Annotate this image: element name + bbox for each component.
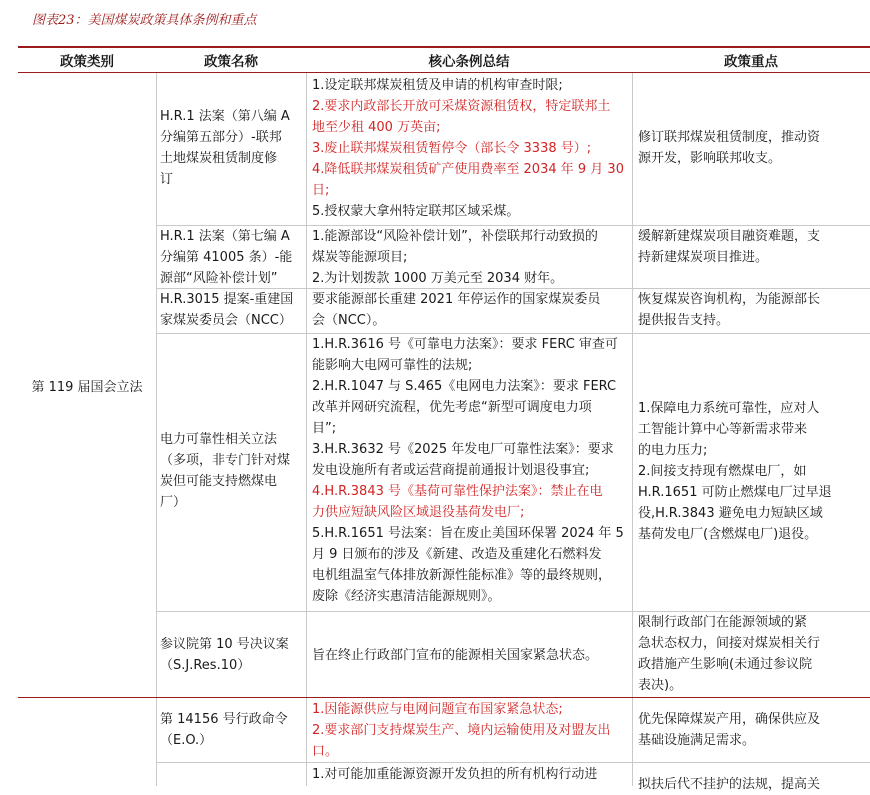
policy-name-line: 第 14156 号行政命令 xyxy=(160,712,288,727)
focus-line: 基础设施满足需求。 xyxy=(638,733,756,748)
summary-line: 目”; xyxy=(312,421,337,436)
focus-line: 工智能计算中心等新需求带来 xyxy=(638,422,808,437)
policy-name-cell xyxy=(160,106,302,190)
summary-line: 3.H.R.3632 号《2025 年发电厂可靠性法案》：要求 xyxy=(312,442,614,457)
focus-line: 急状态权力，间接对煤炭相关行 xyxy=(638,636,821,651)
summary-line: 1.H.R.3616 号《可靠电力法案》：要求 FERC 审查可 xyxy=(312,337,618,352)
header-policy-name: 政策名称 xyxy=(204,54,258,70)
policy-name-line: H.R.1 法案（第七编 A xyxy=(160,229,290,244)
summary-cell xyxy=(312,699,630,762)
header-core-summary: 核心条例总结 xyxy=(428,54,510,70)
policy-name-cell xyxy=(160,429,302,513)
summary-line: 3.废止联邦煤炭租赁暂停令（部长令 3338 号）; xyxy=(312,141,592,156)
focus-line: 的电力压力; xyxy=(638,443,708,458)
focus-cell xyxy=(638,226,868,268)
summary-cell xyxy=(312,75,630,222)
focus-cell xyxy=(638,289,868,331)
column-divider xyxy=(156,73,157,786)
summary-cell xyxy=(312,226,630,289)
policy-name-line: 土地煤炭租赁制度修 xyxy=(160,151,278,166)
focus-line: 修订联邦煤炭租赁制度，推动资 xyxy=(638,130,821,145)
summary-line: 地至少租 400 万英亩; xyxy=(312,120,441,135)
focus-line: H.R.1651 可防止燃煤电厂过早退 xyxy=(638,485,832,500)
summary-line: 能影响大电网可靠性的法规; xyxy=(312,358,473,373)
policy-name-line: 家煤炭委员会（NCC） xyxy=(160,313,292,328)
focus-cell xyxy=(638,127,868,169)
summary-cell xyxy=(312,764,630,785)
focus-cell xyxy=(638,612,868,696)
summary-line: 1.能源部设“风险补偿计划”，补偿联邦行动致损的 xyxy=(312,229,598,244)
focus-cell xyxy=(638,398,868,545)
summary-line: 旨在终止行政部门宣布的能源相关国家紧急状态。 xyxy=(312,648,599,663)
policy-name-cell xyxy=(160,226,302,289)
policy-name-cell xyxy=(160,634,302,676)
header-category: 政策类别 xyxy=(60,54,114,70)
policy-name-line: 厂） xyxy=(160,495,187,510)
focus-line: 2.间接支持现有燃煤电厂，如 xyxy=(638,464,807,479)
policy-name-cell xyxy=(160,709,302,751)
summary-cell xyxy=(312,645,630,666)
focus-line: 缓解新建煤炭项目融资难题，支 xyxy=(638,229,821,244)
column-divider xyxy=(632,73,633,786)
summary-line: 1.设定联邦煤炭租赁及申请的机构审查时限; xyxy=(312,78,563,93)
policy-name-line: （多项，非专门针对煤 xyxy=(160,453,291,468)
figure-title: 图表23：美国煤炭政策具体条例和重点 xyxy=(32,13,257,28)
summary-line: 改革并网研究流程，优先考虑“新型可调度电力项 xyxy=(312,400,592,415)
policy-name-cell xyxy=(160,289,302,331)
policy-name-line: 分编第五部分）-联邦 xyxy=(160,130,282,145)
summary-line: 5.H.R.1651 号法案：旨在废止美国环保署 2024 年 5 xyxy=(312,526,624,541)
summary-cell xyxy=(312,289,630,331)
category-cell: 第 119 届国会立法 xyxy=(31,380,143,395)
focus-line: 政措施产生影响(未通过参议院 xyxy=(638,657,813,672)
summary-line: 电机组温室气体排放新源性能标准》等的最终规则， xyxy=(312,568,612,583)
policy-name-line: 源部“风险补偿计划” xyxy=(160,271,278,286)
summary-line: 2.要求部门支持煤炭生产、境内运输使用及对盟友出 xyxy=(312,723,611,738)
summary-line: 2.H.R.1047 与 S.465《电网电力法案》：要求 FERC xyxy=(312,379,617,394)
summary-line: 日; xyxy=(312,183,330,198)
policy-name-line: 分编第 41005 条）-能 xyxy=(160,250,293,265)
summary-line: 煤炭等能源项目; xyxy=(312,250,408,265)
focus-line: 优先保障煤炭产用，确保供应及 xyxy=(638,712,821,727)
policy-name-line: （E.O.） xyxy=(160,733,213,748)
focus-line: 基荷发电厂(含燃煤电厂)退役。 xyxy=(638,527,818,542)
focus-line: 提供报告支持。 xyxy=(638,313,730,328)
row-divider xyxy=(156,762,870,763)
focus-line: 1.保障电力系统可靠性，应对人 xyxy=(638,401,820,416)
summary-line: 4.H.R.3843 号《基荷可靠性保护法案》：禁止在电 xyxy=(312,484,603,499)
policy-name-line: H.R.1 法案（第八编 A xyxy=(160,109,290,124)
policy-name-line: 订 xyxy=(160,172,174,187)
policy-name-line: H.R.3015 提案-重建国 xyxy=(160,292,294,307)
policy-name-line: （S.J.Res.10） xyxy=(160,658,251,673)
summary-line: 会（NCC）。 xyxy=(312,313,386,328)
summary-line: 月 9 日颁布的涉及《新建、改造及重建化石燃料发 xyxy=(312,547,602,562)
summary-line: 2.为计划拨款 1000 万美元至 2034 财年。 xyxy=(312,271,564,286)
focus-line: 源开发，影响联邦收支。 xyxy=(638,151,782,166)
summary-line: 5.授权蒙大拿州特定联邦区域采煤。 xyxy=(312,204,520,219)
summary-line: 1.对可能加重能源资源开发负担的所有机构行动进 xyxy=(312,767,598,782)
summary-line: 口。 xyxy=(312,744,339,759)
focus-line: 恢复煤炭咨询机构，为能源部长 xyxy=(638,292,821,307)
policy-name-line: 电力可靠性相关立法 xyxy=(160,432,278,447)
summary-cell xyxy=(312,334,630,607)
summary-line: 2.要求内政部长开放可采煤资源租赁权，特定联邦土 xyxy=(312,99,611,114)
focus-line: 表决)。 xyxy=(638,678,683,693)
header-policy-focus: 政策重点 xyxy=(724,54,778,70)
focus-cell xyxy=(638,774,868,795)
column-divider xyxy=(306,73,307,786)
policy-name-line: 参议院第 10 号决议案 xyxy=(160,637,289,652)
summary-line: 发电设施所有者或运营商提前通报计划退役事宜; xyxy=(312,463,590,478)
summary-line: 4.降低联邦煤炭租赁矿产使用费率至 2034 年 9 月 30 xyxy=(312,162,624,177)
focus-line: 持新建煤炭项目推进。 xyxy=(638,250,769,265)
focus-line: 限制行政部门在能源领域的紧 xyxy=(638,615,808,630)
policy-name-line: 炭但可能支持燃煤电 xyxy=(160,474,278,489)
summary-line: 要求能源部长重建 2021 年停运作的国家煤炭委员 xyxy=(312,292,601,307)
header-top-rule xyxy=(18,46,870,48)
summary-line: 废除《经济实惠清洁能源规则》。 xyxy=(312,589,501,604)
focus-line: 役,H.R.3843 避免电力短缺区域 xyxy=(638,506,823,521)
summary-line: 力供应短缺风险区域退役基荷发电厂; xyxy=(312,505,525,520)
category-divider xyxy=(18,697,870,698)
summary-line: 1.因能源供应与电网问题宣布国家紧急状态; xyxy=(312,702,563,717)
focus-cell xyxy=(638,709,868,751)
focus-line: 拟扶后代不挂护的法规，提高关 xyxy=(638,777,821,792)
